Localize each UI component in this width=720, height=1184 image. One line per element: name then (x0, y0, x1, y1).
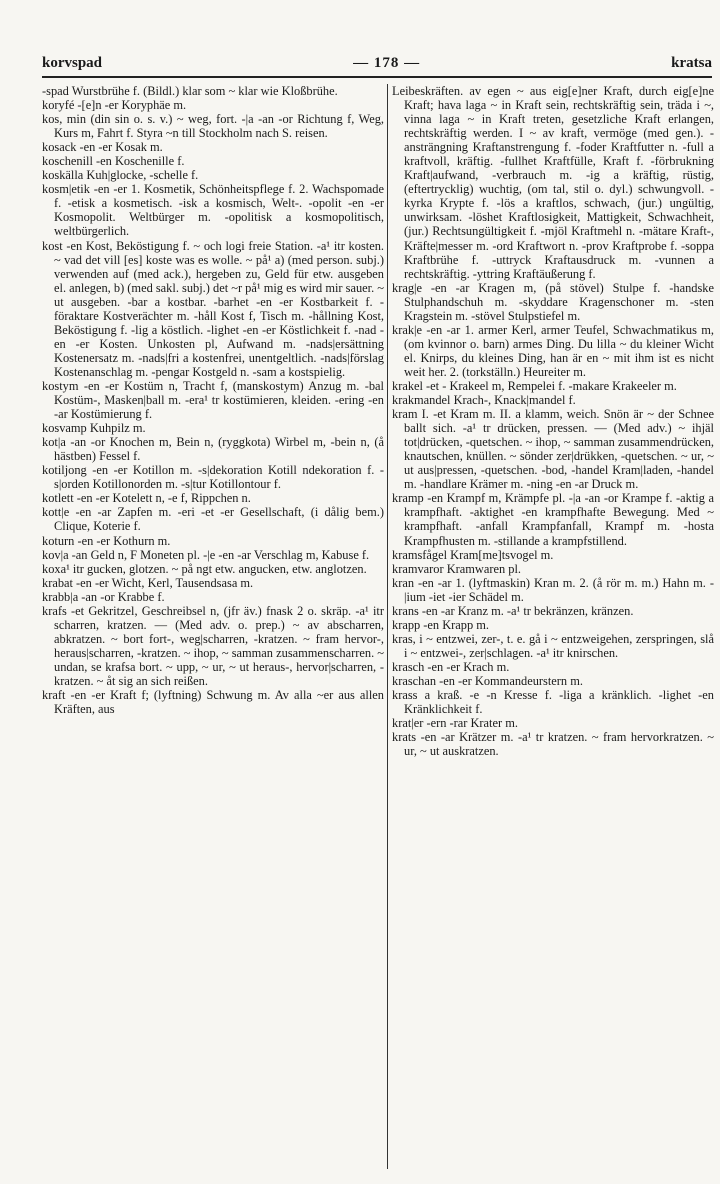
dictionary-entry: koturn -en -er Kothurn m. (42, 533, 171, 548)
dictionary-entry: krass a kraß. -e -n Kresse f. -liga a kränklich. -lighet -en Kränklichkeit f. (392, 688, 714, 717)
dictionary-entry: kos, min (din sin o. s. v.) ~ weg, fort. -|a -an -or Richtung f, Weg, Kurs m, Fahrt f. Styra ~n till Stockholm nach S. reisen. (42, 112, 384, 141)
dictionary-entry: koschenill -en Koschenille f. (42, 154, 185, 169)
dictionary-entry: koxa¹ itr gucken, glotzen. ~ på ngt etw. angucken, etw. anglotzen. (42, 561, 367, 576)
header-left-guideword: korvspad (42, 55, 103, 71)
dictionary-entry: krag|e -en -ar Kragen m, (på stövel) Stulpe f. -handske Stulphandschuh m. -skyddare Kragenschoner m. -sten Kragstein m. -stövel Stulpstiefel m. (392, 280, 714, 323)
dictionary-entry: kramp -en Krampf m, Krämpfe pl. -|a -an -or Krampe f. -aktig a krampfhaft. -aktighet -en krampfhafte Bewegung. Med ~ krampfhaft. -anfall Krampfanfall, Krampf m. -hosta Krampfhusten m. -stillande a krampfstillend. (392, 491, 714, 548)
right-column (392, 84, 714, 1169)
dictionary-entry: krasch -en -er Krach m. (392, 659, 510, 674)
dictionary-entry: koryfé -[e]n -er Koryphäe m. (42, 98, 187, 113)
page-header (42, 50, 712, 72)
dictionary-entry: kostym -en -er Kostüm n, Tracht f, (manskostym) Anzug m. -bal Kostüm-, Masken|ball m. -era¹ tr kostümieren, kleiden. -ering -en -ar Kostümierung f. (42, 378, 384, 422)
dictionary-entry: krak|e -en -ar 1. armer Kerl, armer Teufel, Schwachmatikus m, (om kvinnor o. barn) armes Ding. Du lilla ~ du kleiner Wicht el. Knirps, du kleines Ding, han är en ~ mit ihm ist es nicht weit her. 2. (torkställn.) Heureiter m. (392, 322, 714, 379)
dictionary-entry: kot|a -an -or Knochen m, Bein n, (ryggkota) Wirbel m, -bein n, (å hästben) Fessel f. (42, 435, 384, 464)
dictionary-entry: krat|er -ern -rar Krater m. (392, 716, 518, 731)
dictionary-entry: kotiljong -en -er Kotillon m. -s|dekoration Kotill ndekoration f. -s|orden Kotillonorden m. -s|tur Kotillontour f. (42, 463, 384, 492)
dictionary-entry: kott|e -en -ar Zapfen m. -eri -et -er Gesellschaft, (i dålig bem.) Clique, Koterie f. (42, 505, 384, 534)
dictionary-entry: kraschan -en -er Kommandeurstern m. (392, 673, 583, 688)
dictionary-entry: kosvamp Kuhpilz m. (42, 421, 146, 436)
dictionary-entry: -spad Wurstbrühe f. (Bildl.) klar som ~ klar wie Kloßbrühe. (42, 84, 338, 98)
dictionary-entry: koskälla Kuh|glocke, -schelle f. (42, 168, 199, 183)
dictionary-entry: krakel -et - Krakeel m, Rempelei f. -makare Krakeeler m. (392, 378, 677, 393)
dictionary-entry: kramsfågel Kram[me]tsvogel m. (392, 547, 554, 562)
left-column (42, 84, 384, 1169)
dictionary-entry: krabat -en -er Wicht, Kerl, Tausendsasa m. (42, 575, 254, 590)
dictionary-entry: kras, i ~ entzwei, zer-, t. e. gå i ~ entzweigehen, zerspringen, slå i ~ entzwei-, zer|schlagen. -a¹ itr knirschen. (392, 631, 714, 660)
page-number: — 178 — (353, 55, 421, 71)
dictionary-entry: kosack -en -er Kosak m. (42, 140, 163, 155)
dictionary-entry: Leibeskräften. av egen ~ aus eig[e]ner Kraft, durch eig[e]ne Kraft; hava laga ~ in Kraft sein, rechtskräftig sein, träda i ~, vinna laga ~ in Kraft treten, gesetzliche Kraft erlangen, rechtskräftig werden. I ~ av kraft, vermöge (med gen.). -ansträngning Kraftanstrengung f. -foder Kraftfutter n. -full a kraftvoll, kräftig. -fullhet Kraftfülle, Kraft f. -förbrukning Kraft|aufwand, -verbrauch m. -ig a kräftig, rüstig, (eftertrycklig) wuchtig, (om tal, stil o. dyl.) schwungvoll. -kyrka Krypte f. -lös a kraftlos, schwach, (jur.) ungültig, unwirksam. -löshet Kraftlosigkeit, Mattigkeit, Schwachheit, (jur.) Rechtsungültigkeit f. -mjöl Kraftmehl n. -mätare Kraft-, Kräfte|messer m. -ord Kraftwort n. -prov Kraftprobe f. -soppa Kraftbrühe f. -uttryck Kraftausdruck m. -vunnen a rechtskräftig. -yttring Kraftäußerung f. (392, 84, 714, 281)
dictionary-entry: kram I. -et Kram m. II. a klamm, weich. Snön är ~ der Schnee ballt sich. -a¹ tr drücken, pressen. — (Med adv.) ~ ihjäl tot|drücken, -quetschen. ~ ihop, ~ samman zusammendrücken, knautschen, knüllen. ~ sönder zer|drükken, -quetschen. ~ ur, ~ ut aus|pressen, -quetschen. -bod, -handel Kram|laden, -handel m. -handlare Krämer m. -ning -en -ar Druck m. (392, 407, 714, 492)
dictionary-entry: krafs -et Gekritzel, Geschreibsel n, (jfr äv.) fnask 2 o. skräp. -a¹ itr scharren, kratzen. — (Med adv. o. prep.) ~ av abscharren, abkratzen. ~ bort fort-, weg|scharren, -kratzen. ~ fram hervor-, heraus|scharren, -kratzen. ~ ihop, ~ samman zusammenscharren. ~ undan, se krafsa bort. ~ upp, ~ ur, ~ ut heraus-, hervor|scharren, -kratzen. ~ åt sig an sich reißen. (42, 603, 384, 688)
dictionary-entry: krapp -en Krapp m. (392, 617, 490, 632)
header-right-guideword: kratsa (671, 55, 712, 71)
dictionary-entry: kost -en Kost, Beköstigung f. ~ och logi freie Station. -a¹ itr kosten. ~ vad det vill [es] koste was es wolle. ~ på¹ a) (med person. subj.) verwenden auf (med ack.), hergeben zu, Geld für etw. ausgeben el. anlegen, b) (med sakl. subj.) det ~r på¹ mig es wird mir sauer. ~ ut ausgeben. -bar a kostbar. -barhet -en -er Kostbarkeit f. -föraktare Kostverächter m. -håll Kost f, Tisch m. -hållning Kost, Beköstigung f. -lig a köstlich. -lighet -en -er Köstlichkeit f. -nad -en -er Kosten. Unkosten pl, Aufwand m. -nads|ersättning Kostenersatz m. -nads|fri a kostenfrei, unentgeltlich. -nads|förslag Kostenanschlag m. -pengar Kostgeld n. -sam a kostspielig. (42, 238, 384, 379)
dictionary-entry: kosm|etik -en -er 1. Kosmetik, Schönheitspflege f. 2. Wachspomade f. -etisk a kosmetisch. -isk a kosmisch, Welt-. -opolit -en -er Kosmopolit. Weltbürger m. -opolitisk a kosmopolitisch, weltbürgerlich. (42, 182, 384, 239)
dictionary-entry: krans -en -ar Kranz m. -a¹ tr bekränzen, kränzen. (392, 603, 634, 618)
column-divider (387, 84, 388, 1169)
dictionary-entry: krabb|a -an -or Krabbe f. (42, 589, 165, 604)
dictionary-entry: kotlett -en -er Kotelett n, -e f, Rippchen n. (42, 491, 251, 506)
dictionary-entry: kran -en -ar 1. (lyftmaskin) Kran m. 2. (å rör m. m.) Hahn m. -|ium -iet -ier Schädel m. (392, 575, 714, 604)
header-rule (42, 76, 712, 78)
dictionary-entry: krakmandel Krach-, Knack|mandel f. (392, 393, 576, 408)
dictionary-entry: kraft -en -er Kraft f; (lyftning) Schwung m. Av alla ~er aus allen Kräften, aus (42, 688, 384, 717)
dictionary-entry: kramvaror Kramwaren pl. (392, 561, 522, 576)
dictionary-entry: krats -en -ar Krätzer m. -a¹ tr kratzen. ~ fram hervorkratzen. ~ ur, ~ ut auskratzen. (392, 730, 714, 759)
dictionary-entry: kov|a -an Geld n, F Moneten pl. -|e -en -ar Verschlag m, Kabuse f. (42, 547, 370, 562)
